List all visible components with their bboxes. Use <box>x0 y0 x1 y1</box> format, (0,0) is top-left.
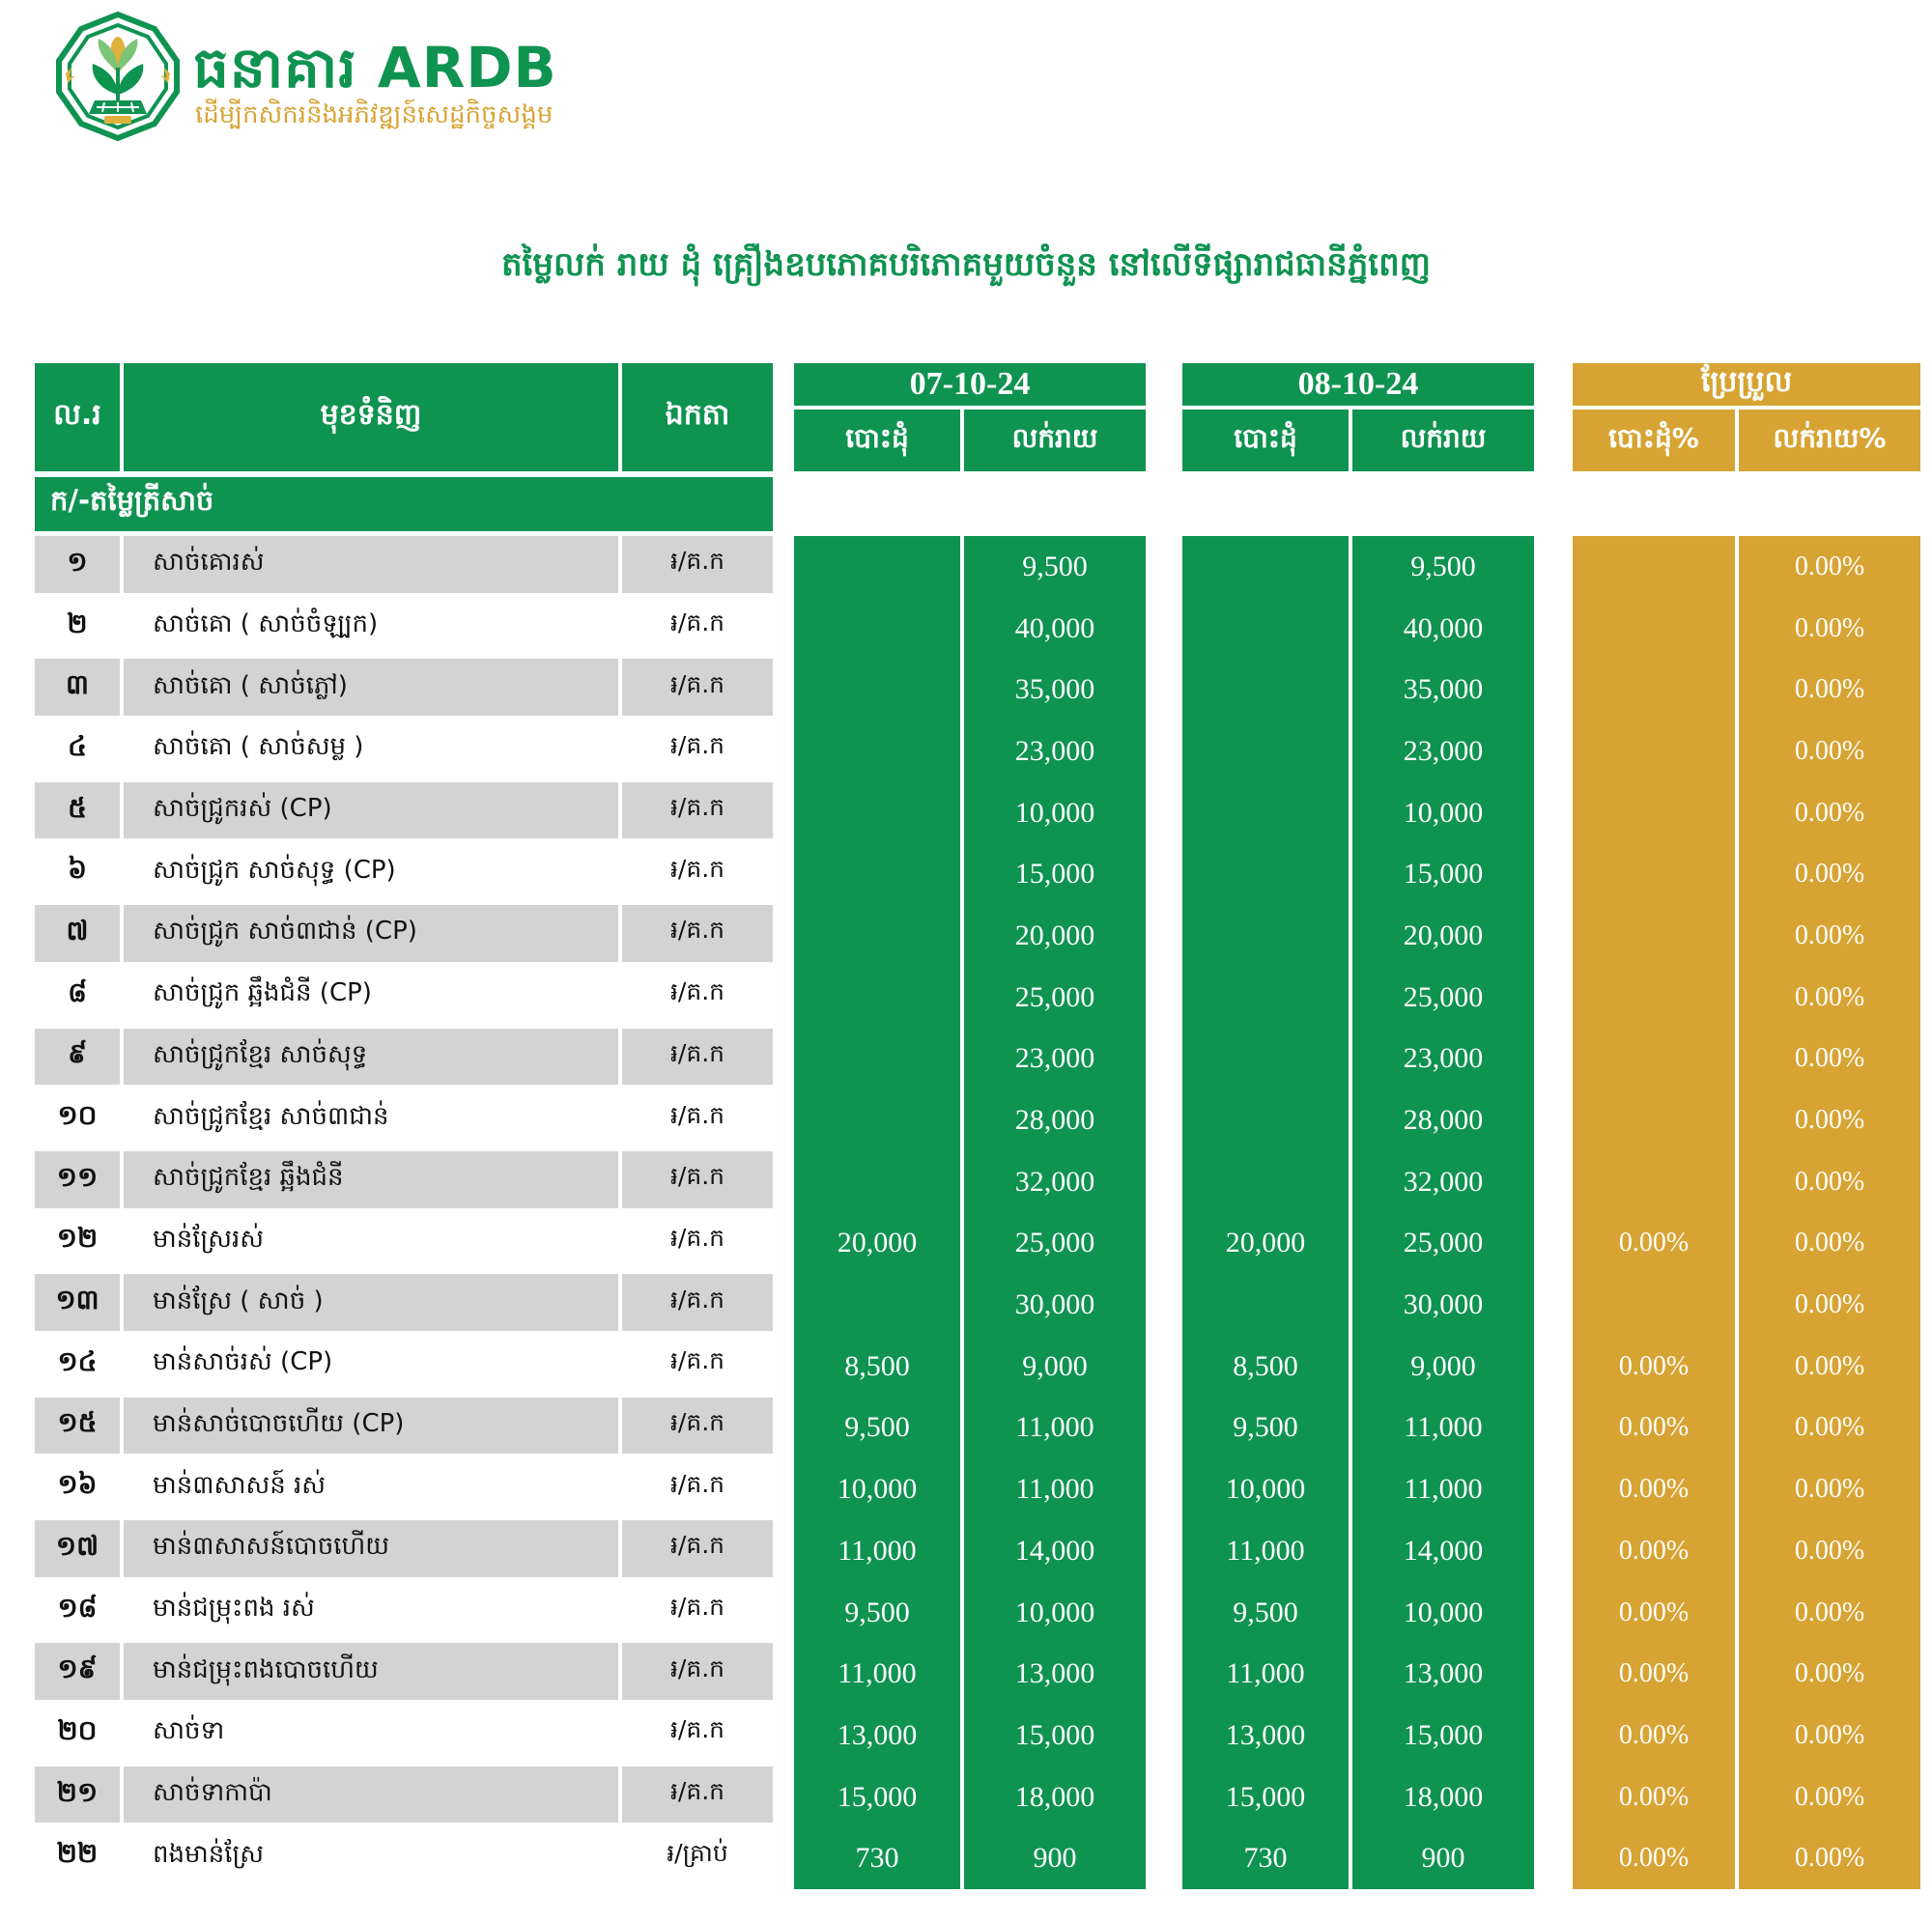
date1-retail-price: 15,000 <box>1014 1718 1095 1751</box>
row-no: ២ <box>67 607 88 639</box>
date2-wholesale-price <box>1182 967 1349 1029</box>
item-name: សាច់ជ្រូកខ្មែរ សាច់សុទ្ធ <box>124 1029 618 1086</box>
date2-wholesale-price: 11,000 <box>1226 1534 1305 1567</box>
item-unit: ៛/គ.ក <box>622 1520 773 1577</box>
item-unit: ៛/គ.ក <box>622 1274 773 1331</box>
date1-header: 07-10-24 <box>794 363 1146 406</box>
date1-wholesale-price <box>794 536 960 598</box>
date2-retail-price: 9,500 <box>1410 550 1476 582</box>
retail-change-pct: 0.00% <box>1794 1597 1865 1627</box>
date1-wholesale-price <box>794 598 960 660</box>
date1-body <box>794 536 1146 1889</box>
item-unit: ៛/គ.ក <box>622 905 773 962</box>
table-row <box>35 1213 773 1275</box>
item-unit: ៛/គ.ក <box>669 1469 725 1498</box>
retail-pct-header: លក់រាយ% <box>1739 410 1920 471</box>
item-unit: ៛/គ.ក <box>622 1767 773 1823</box>
table-row <box>35 1336 773 1398</box>
item-name: មាន់៣សាសន៍ រស់ <box>153 1470 327 1500</box>
date2-retail-price: 11,000 <box>1404 1473 1483 1506</box>
table-row <box>35 1827 773 1889</box>
page-title: តម្លៃលក់ រាយ ដុំ គ្រឿងឧបភោគបរិភោគមួយចំនួន នៅលើទីផ្សារាជធានីភ្នំពេញ <box>500 245 1432 284</box>
date2-retail-price: 23,000 <box>1403 734 1484 767</box>
ardb-emblem-icon <box>54 12 182 141</box>
change-header: ប្រែប្រួល <box>1573 363 1920 406</box>
date1-wholesale-price <box>794 1029 960 1090</box>
item-name: សាច់គោ ( សាច់សម្ល ) <box>153 732 364 762</box>
row-no: ១០ <box>57 1099 98 1132</box>
row-no: ១៥ <box>35 1398 120 1455</box>
col-header-item: មុខទំនិញ <box>124 363 618 471</box>
item-unit: ៛/គ.ក <box>622 1029 773 1086</box>
date2-wholesale-price <box>1182 1274 1349 1336</box>
date1-wholesale-price <box>794 659 960 721</box>
retail-change-pct: 0.00% <box>1794 1350 1865 1381</box>
date1-wholesale-price <box>794 905 960 967</box>
date2-retail-price: 40,000 <box>1403 611 1484 644</box>
retail-change-pct: 0.00% <box>1794 1043 1865 1074</box>
item-name: សាច់ជ្រូក សាច់៣ជាន់ (CP) <box>124 905 618 962</box>
date2-retail-price: 28,000 <box>1403 1104 1484 1137</box>
date2-wholesale-price: 13,000 <box>1225 1718 1306 1751</box>
item-name: សាច់ជ្រូកខ្មែរ សាច់៣ជាន់ <box>153 1101 389 1131</box>
date1-retail-price: 23,000 <box>1014 734 1095 767</box>
date2-retail-column <box>1352 536 1534 1889</box>
date2-retail-price: 20,000 <box>1403 919 1484 951</box>
change-group <box>1573 363 1920 1890</box>
date1-retail-price: 18,000 <box>1014 1780 1095 1813</box>
date1-retail-price: 20,000 <box>1014 919 1095 951</box>
date2-wholesale-price: 15,000 <box>1225 1780 1306 1813</box>
items-table <box>35 363 773 1889</box>
row-no: ៧ <box>35 905 120 962</box>
retail-change-pct: 0.00% <box>1794 551 1865 581</box>
retail-header: លក់រាយ <box>964 410 1146 471</box>
date1-retail-price: 11,000 <box>1015 1473 1094 1506</box>
col-header-no: ល.រ <box>35 363 120 471</box>
wholesale-change-pct <box>1573 843 1735 905</box>
row-no: ៥ <box>35 782 120 839</box>
date1-retail-price: 14,000 <box>1014 1534 1095 1567</box>
table-row <box>35 1458 773 1520</box>
item-name: មាន់សាច់បោចហើយ (CP) <box>124 1398 618 1455</box>
wholesale-header: បោះដុំ <box>794 410 960 471</box>
wholesale-header: បោះដុំ <box>1182 410 1349 471</box>
col-header-unit: ឯកតា <box>622 363 773 471</box>
retail-header: លក់រាយ <box>1352 410 1534 471</box>
wholesale-change-pct <box>1573 782 1735 844</box>
row-no: ៩ <box>35 1029 120 1086</box>
item-name: មាន់ជម្រុះពងបោចហើយ <box>124 1643 618 1700</box>
table-row <box>35 1089 773 1151</box>
date1-wholesale-price <box>794 843 960 905</box>
date1-wholesale-price <box>794 967 960 1029</box>
date2-retail-price: 23,000 <box>1403 1042 1484 1075</box>
retail-change-pct: 0.00% <box>1794 1105 1865 1136</box>
item-unit: ៛/គ.ក <box>622 1398 773 1455</box>
wholesale-change-pct <box>1573 1151 1735 1213</box>
wholesale-pct-header: បោះដុំ% <box>1573 410 1735 471</box>
retail-change-pct: 0.00% <box>1794 1474 1865 1505</box>
date2-wholesale-price <box>1182 1151 1349 1213</box>
retail-change-pct: 0.00% <box>1794 612 1865 643</box>
date1-wholesale-price: 8,500 <box>844 1349 910 1382</box>
item-name: មាន់៣សាសន៍បោចហើយ <box>124 1520 618 1577</box>
wholesale-change-pct: 0.00% <box>1618 1228 1690 1258</box>
date2-wholesale-price <box>1182 721 1349 782</box>
item-unit: ៛/គ.ក <box>669 1346 725 1375</box>
date2-wholesale-price: 9,500 <box>1233 1411 1298 1444</box>
wholesale-change-pct: 0.00% <box>1618 1597 1690 1627</box>
change-retail-column <box>1739 536 1920 1889</box>
item-unit: ៛/គ.ក <box>622 536 773 593</box>
wholesale-change-pct: 0.00% <box>1618 1719 1690 1750</box>
date1-retail-price: 30,000 <box>1014 1288 1095 1321</box>
row-no: ៤ <box>68 729 87 762</box>
wholesale-change-pct: 0.00% <box>1618 1412 1690 1443</box>
price-group-date1 <box>794 363 1146 1890</box>
date1-retail-price: 10,000 <box>1014 1596 1095 1628</box>
wholesale-change-pct <box>1573 1274 1735 1336</box>
items-rows <box>35 536 773 1889</box>
date2-retail-price: 15,000 <box>1403 1718 1484 1751</box>
wholesale-change-pct <box>1573 536 1735 598</box>
table-row <box>35 1705 773 1767</box>
section-header: ក/-តម្លៃត្រីសាច់ <box>35 477 773 531</box>
ardb-logo <box>54 12 182 141</box>
date2-wholesale-price: 8,500 <box>1233 1349 1298 1382</box>
wholesale-change-pct: 0.00% <box>1618 1781 1690 1812</box>
date1-subheader <box>794 410 1146 471</box>
row-no: ២២ <box>56 1837 99 1870</box>
item-unit: ៛/គ.ក <box>622 659 773 716</box>
date2-wholesale-price <box>1182 536 1349 598</box>
date2-body <box>1182 536 1534 1889</box>
table-row <box>35 721 773 782</box>
date2-wholesale-price <box>1182 659 1349 721</box>
item-name: មាន់ស្រែរស់ <box>153 1224 265 1254</box>
date2-wholesale-price <box>1182 598 1349 660</box>
date2-wholesale-column <box>1182 536 1349 1889</box>
retail-change-pct: 0.00% <box>1794 981 1865 1012</box>
item-unit: ៛/គ.ក <box>669 731 725 760</box>
date1-wholesale-price <box>794 782 960 844</box>
item-name: មាន់សាច់រស់ (CP) <box>153 1347 333 1377</box>
retail-change-pct: 0.00% <box>1794 1289 1865 1320</box>
date1-wholesale-price <box>794 1151 960 1213</box>
change-body <box>1573 536 1920 1889</box>
row-no: ១៧ <box>35 1520 120 1577</box>
item-unit: ៛/គ.ក <box>622 782 773 839</box>
row-no: ១២ <box>56 1222 99 1255</box>
date2-retail-price: 25,000 <box>1403 1227 1484 1259</box>
date1-wholesale-price <box>794 721 960 782</box>
retail-change-pct: 0.00% <box>1794 735 1865 766</box>
date2-retail-price: 900 <box>1421 1842 1465 1875</box>
price-group-date2 <box>1182 363 1534 1890</box>
table-row <box>35 1643 773 1705</box>
item-name: សាច់ជ្រូកខ្មែរ ឆ្អឹងជំនី <box>124 1151 618 1208</box>
retail-change-pct: 0.00% <box>1794 797 1865 828</box>
item-unit: ៛/គ្រាប់ <box>667 1838 728 1867</box>
date2-wholesale-price <box>1182 782 1349 844</box>
date2-retail-price: 9,000 <box>1410 1349 1476 1382</box>
table-row <box>35 1029 773 1090</box>
date1-wholesale-price: 9,500 <box>844 1596 910 1628</box>
date2-retail-price: 13,000 <box>1403 1657 1484 1690</box>
row-no: ១ <box>35 536 120 593</box>
wholesale-change-pct: 0.00% <box>1618 1658 1690 1689</box>
date1-wholesale-price: 730 <box>855 1842 899 1875</box>
date2-wholesale-price <box>1182 1029 1349 1090</box>
item-name: សាច់គោ ( សាច់ចំឡ្បក) <box>153 609 379 639</box>
date1-wholesale-price: 10,000 <box>837 1473 918 1506</box>
change-wholesale-column <box>1573 536 1735 1889</box>
date2-retail-price: 35,000 <box>1403 673 1484 706</box>
date1-wholesale-price: 13,000 <box>837 1718 918 1751</box>
wholesale-change-pct <box>1573 967 1735 1029</box>
table-row <box>35 659 773 721</box>
date1-retail-price: 23,000 <box>1014 1042 1095 1075</box>
date2-retail-price: 10,000 <box>1403 1596 1484 1628</box>
row-no: ១៤ <box>57 1344 98 1377</box>
row-no: ២០ <box>57 1713 98 1746</box>
date1-retail-price: 35,000 <box>1014 673 1095 706</box>
table-row <box>35 905 773 967</box>
retail-change-pct: 0.00% <box>1794 1535 1865 1566</box>
date1-retail-price: 9,000 <box>1022 1349 1088 1382</box>
date2-retail-price: 30,000 <box>1403 1288 1484 1321</box>
retail-change-pct: 0.00% <box>1794 674 1865 705</box>
item-name: សាច់ជ្រូក សាច់សុទ្ធ (CP) <box>153 855 396 885</box>
item-unit: ៛/គ.ក <box>669 1223 725 1252</box>
date1-wholesale-price: 11,000 <box>838 1534 917 1567</box>
table-row <box>35 598 773 660</box>
date1-retail-price: 28,000 <box>1014 1104 1095 1137</box>
table-row <box>35 1274 773 1336</box>
wholesale-change-pct <box>1573 659 1735 721</box>
date2-wholesale-price: 730 <box>1243 1842 1288 1875</box>
date2-wholesale-price: 11,000 <box>1226 1657 1305 1690</box>
date1-wholesale-price: 15,000 <box>837 1780 918 1813</box>
wholesale-change-pct <box>1573 1089 1735 1151</box>
table-row <box>35 1151 773 1213</box>
table-row <box>35 1582 773 1644</box>
item-unit: ៛/គ.ក <box>669 1715 725 1744</box>
date2-retail-price: 32,000 <box>1403 1165 1484 1198</box>
row-no: ១៩ <box>35 1643 120 1700</box>
retail-change-pct: 0.00% <box>1794 1228 1865 1258</box>
date1-wholesale-price <box>794 1274 960 1336</box>
table-row <box>35 536 773 598</box>
items-table-header <box>35 363 773 471</box>
date1-retail-price: 40,000 <box>1014 611 1095 644</box>
date2-retail-price: 11,000 <box>1404 1411 1483 1444</box>
date1-retail-price: 11,000 <box>1015 1411 1094 1444</box>
retail-change-pct: 0.00% <box>1794 1658 1865 1689</box>
item-name: សាច់គោ ( សាច់ភ្លៅ) <box>124 659 618 716</box>
retail-change-pct: 0.00% <box>1794 1166 1865 1197</box>
item-name: សាច់ទាកាប៉ា <box>124 1767 618 1823</box>
date2-retail-price: 14,000 <box>1403 1534 1484 1567</box>
item-unit: ៛/គ.ក <box>669 1100 725 1129</box>
date1-wholesale-column <box>794 536 960 1889</box>
table-row <box>35 843 773 905</box>
bank-name: ធនាគារ ARDB <box>193 35 557 100</box>
wholesale-change-pct <box>1573 1029 1735 1090</box>
date2-wholesale-price: 20,000 <box>1225 1227 1306 1259</box>
bank-tagline: ដើម្បីកសិករនិងអភិវឌ្ឍន៍សេដ្ឋកិច្ចសង្គម <box>195 100 554 129</box>
table-row <box>35 1398 773 1459</box>
date1-wholesale-price: 9,500 <box>844 1411 910 1444</box>
date1-retail-price: 25,000 <box>1014 1227 1095 1259</box>
wholesale-change-pct: 0.00% <box>1618 1535 1690 1566</box>
row-no: ១៨ <box>57 1591 98 1624</box>
row-no: ៨ <box>68 975 87 1008</box>
date1-wholesale-price <box>794 1089 960 1151</box>
item-unit: ៛/គ.ក <box>622 1151 773 1208</box>
table-row <box>35 1767 773 1828</box>
retail-change-pct: 0.00% <box>1794 1781 1865 1812</box>
wholesale-change-pct <box>1573 905 1735 967</box>
date1-retail-price: 13,000 <box>1014 1657 1095 1690</box>
item-name: មាន់ស្រែ ( សាច់ ) <box>124 1274 618 1331</box>
item-name: មាន់ជម្រុះពង រស់ <box>153 1594 315 1624</box>
item-name: សាច់គោរស់ <box>124 536 618 593</box>
date2-retail-price: 10,000 <box>1403 796 1484 829</box>
date1-retail-price: 10,000 <box>1014 796 1095 829</box>
date1-retail-price: 25,000 <box>1014 980 1095 1013</box>
item-unit: ៛/គ.ក <box>669 1593 725 1622</box>
date1-wholesale-price: 11,000 <box>838 1657 917 1690</box>
wholesale-change-pct: 0.00% <box>1618 1350 1690 1381</box>
item-unit: ៛/គ.ក <box>669 854 725 883</box>
item-name: សាច់ជ្រូករស់ (CP) <box>124 782 618 839</box>
item-name: សាច់ជ្រូក ឆ្អឹងជំនី (CP) <box>153 978 372 1008</box>
retail-change-pct: 0.00% <box>1794 1412 1865 1443</box>
wholesale-change-pct <box>1573 598 1735 660</box>
date2-wholesale-price <box>1182 905 1349 967</box>
date2-wholesale-price <box>1182 1089 1349 1151</box>
item-name: ពងមាន់ស្រែ <box>153 1839 265 1869</box>
row-no: ៣ <box>35 659 120 716</box>
item-unit: ៛/គ.ក <box>622 1643 773 1700</box>
wholesale-change-pct: 0.00% <box>1618 1843 1690 1874</box>
row-no: ២១ <box>35 1767 120 1823</box>
item-name: សាច់ទា <box>153 1716 225 1746</box>
date1-retail-price: 9,500 <box>1022 550 1088 582</box>
table-row <box>35 1520 773 1582</box>
row-no: ៦ <box>68 853 87 886</box>
retail-change-pct: 0.00% <box>1794 1843 1865 1874</box>
date2-wholesale-price: 10,000 <box>1225 1473 1306 1506</box>
retail-change-pct: 0.00% <box>1794 859 1865 890</box>
retail-change-pct: 0.00% <box>1794 1719 1865 1750</box>
date2-retail-price: 18,000 <box>1403 1780 1484 1813</box>
table-row <box>35 782 773 844</box>
retail-change-pct: 0.00% <box>1794 919 1865 950</box>
row-no: ១១ <box>35 1151 120 1208</box>
wholesale-change-pct <box>1573 721 1735 782</box>
date2-retail-price: 25,000 <box>1403 980 1484 1013</box>
date1-wholesale-price: 20,000 <box>837 1227 918 1259</box>
date2-header: 08-10-24 <box>1182 363 1534 406</box>
date2-wholesale-price: 9,500 <box>1233 1596 1298 1628</box>
date1-retail-price: 32,000 <box>1014 1165 1095 1198</box>
change-subheader <box>1573 410 1920 471</box>
row-no: ១៦ <box>57 1468 98 1501</box>
date2-subheader <box>1182 410 1534 471</box>
item-unit: ៛/គ.ក <box>669 977 725 1006</box>
wholesale-change-pct: 0.00% <box>1618 1474 1690 1505</box>
row-no: ១៣ <box>35 1274 120 1331</box>
date2-retail-price: 15,000 <box>1403 858 1484 890</box>
date1-retail-price: 15,000 <box>1014 858 1095 890</box>
table-row <box>35 967 773 1029</box>
date1-retail-price: 900 <box>1033 1842 1077 1875</box>
date1-retail-column <box>964 536 1146 1889</box>
date2-wholesale-price <box>1182 843 1349 905</box>
item-unit: ៛/គ.ក <box>669 608 725 637</box>
